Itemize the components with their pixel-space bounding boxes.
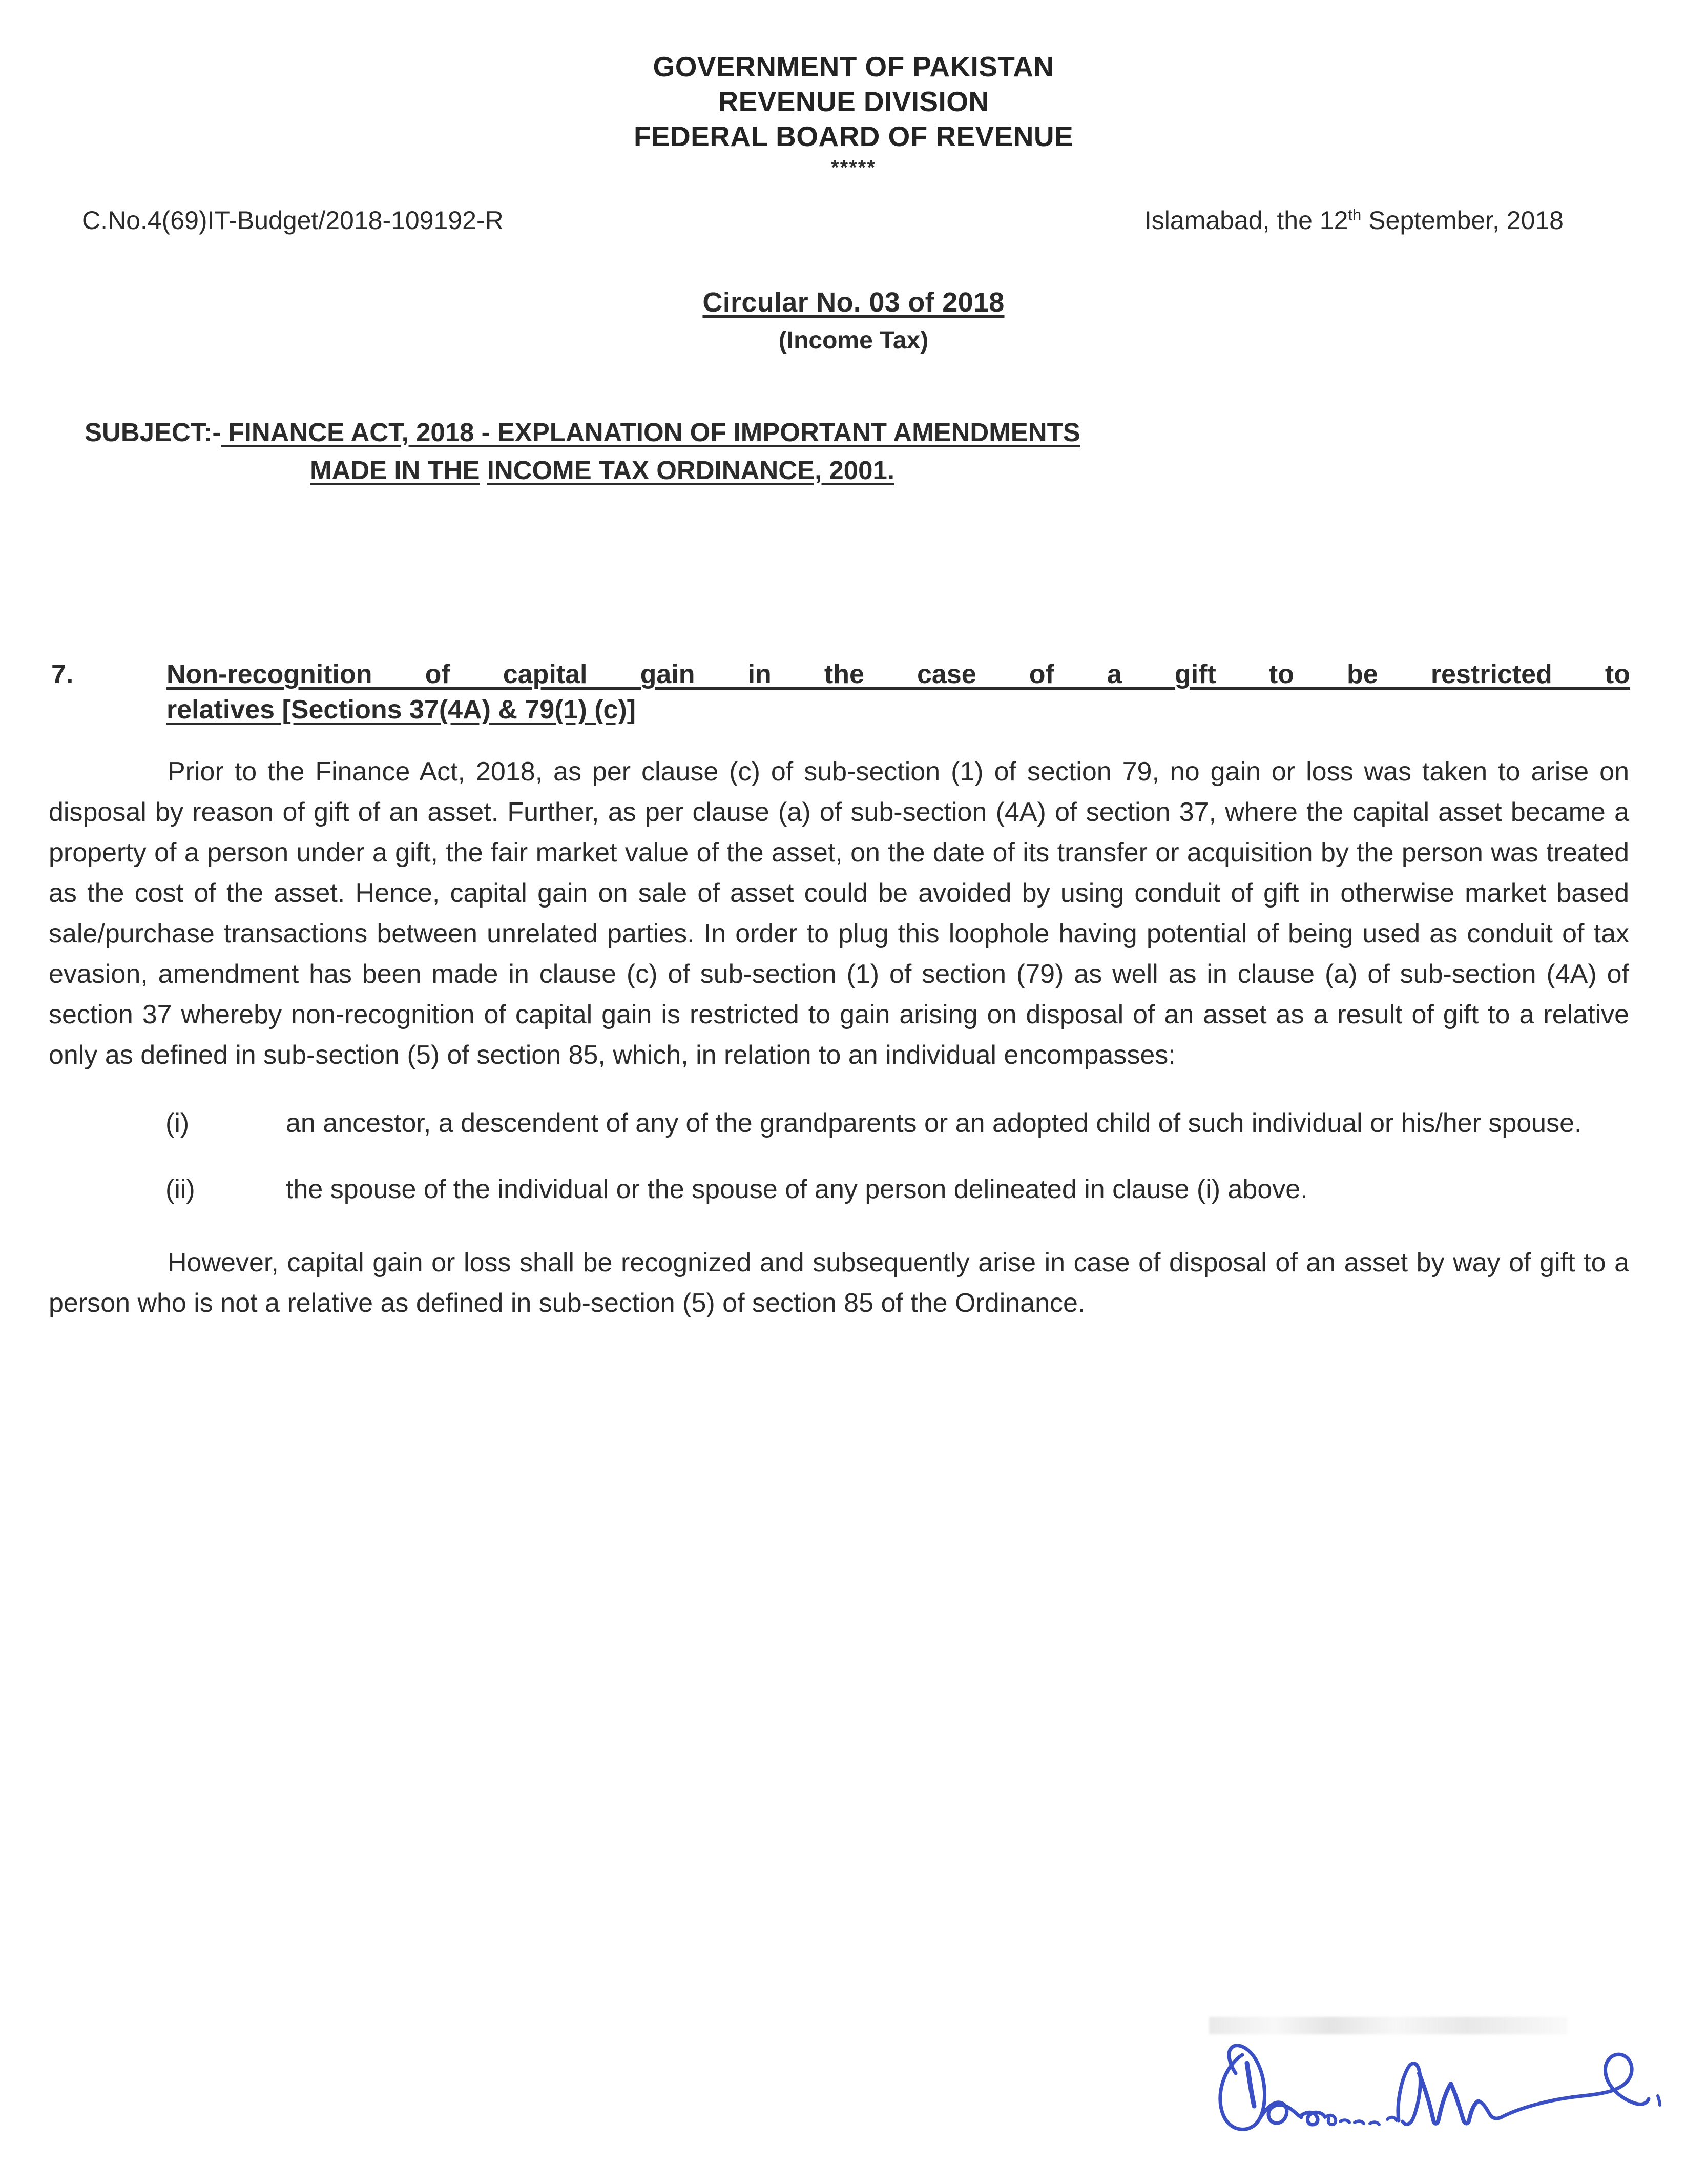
subject-block: [0, 415, 1707, 488]
date-suffix: September, 2018: [1361, 205, 1564, 235]
subject-label: SUBJECT:-: [85, 417, 221, 447]
org-name-government: GOVERNMENT OF PAKISTAN: [653, 51, 1054, 83]
date-prefix: Islamabad, the 12: [1144, 205, 1348, 235]
asterisk-separator: *****: [831, 156, 876, 179]
subject-text-line-2a: MADE IN THE: [310, 455, 480, 485]
subject-text-line-1: FINANCE ACT, 2018 - EXPLANATION OF IMPORTANT AMENDMENTS: [221, 417, 1080, 447]
list-item-marker-i: (i): [165, 1108, 190, 1138]
list-item-text-ii: the spouse of the individual or the spouse of any person delineated in clause (i) above.: [286, 1174, 1308, 1204]
place-and-date: [1144, 205, 1630, 235]
section-heading-text: [166, 657, 1630, 728]
list-item-marker-ii: (ii): [165, 1174, 195, 1204]
list-item: [165, 1103, 1598, 1144]
paragraph-however: However, capital gain or loss shall be recognized and subsequently arise in case of disposal of an asset by way of gift to a person who is not a relative as defined in sub-section (5) of section 85 of the Ordinance.: [49, 1247, 1629, 1318]
section-7: [0, 657, 1707, 728]
section-heading: [51, 657, 1630, 728]
section-number: 7.: [51, 660, 74, 690]
section-heading-line-2: relatives [Sections 37(4A) & 79(1) (c)]: [166, 695, 636, 725]
reference-row: [0, 205, 1707, 235]
file-reference-number: C.No.4(69)IT-Budget/2018-109192-R: [82, 205, 504, 235]
date-ordinal-suffix: th: [1348, 205, 1362, 223]
org-name-division: REVENUE DIVISION: [718, 86, 989, 118]
subject-text-line-2b: INCOME TAX ORDINANCE, 2001.: [487, 455, 895, 485]
subject-line-second: [85, 453, 1630, 488]
org-name-board: FEDERAL BOARD OF REVENUE: [633, 120, 1074, 153]
subject-line-first: [85, 415, 1630, 450]
section-heading-line-1: Non-recognition of capital gain in the case of a gift to be restricted to: [166, 660, 1630, 690]
signature-area: [1194, 2014, 1675, 2168]
circular-subtitle: (Income Tax): [778, 326, 929, 354]
circular-title: Circular No. 03 of 2018: [702, 286, 1005, 318]
paragraph-prior-to-finance-act: Prior to the Finance Act, 2018, as per clause (c) of sub-section (1) of section 79, no gain or loss was taken to arise on disposal by reason of gift of an asset. Further, as per clause (a) of sub-section (4A) of section 37, where the capital asset became a property of a person under a gift, the fair market value of the asset, on the date of its transfer or acquisition by the person was treated as the cost of the asset. Hence, capital gain on sale of asset could be avoided by using conduit of gift in otherwise market based sale/purchase transactions between unrelated parties. In order to plug this loophole having potential of being used as conduit of tax evasion, amendment has been made in clause (c) of sub-section (1) of section (79) as well as in clause (a) of sub-section (4A) of section 37 whereby non-recognition of capital gain is restricted to gain arising on disposal of an asset as a result of gift to a relative only as defined in sub-section (5) of section 85, which, in relation to an individual encompasses:: [49, 756, 1629, 1070]
section-body: [0, 752, 1707, 1324]
letterhead: [0, 0, 1707, 178]
list-item-text-i: an ancestor, a descendent of any of the grandparents or an adopted child of such individual or his/her spouse.: [286, 1108, 1582, 1138]
circular-title-block: [0, 286, 1707, 355]
relatives-list: [49, 1103, 1629, 1210]
list-item: [165, 1169, 1598, 1210]
handwritten-signature: [1194, 2024, 1675, 2162]
